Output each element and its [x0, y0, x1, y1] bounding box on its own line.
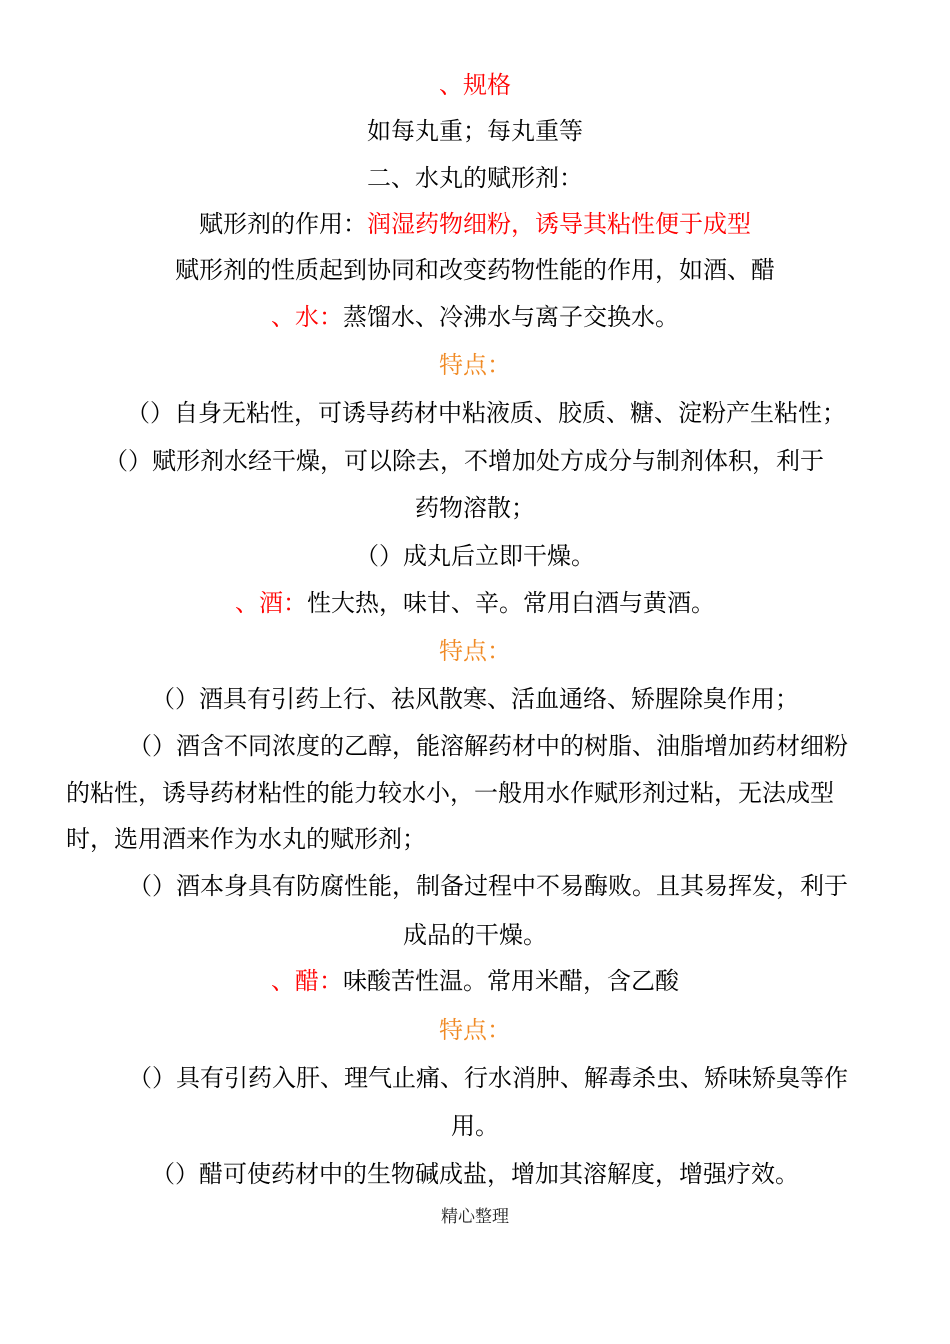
- page-footer: 精心整理: [441, 1207, 509, 1227]
- subheading-wine: [0, 586, 950, 620]
- water-description: 蒸馏水、冷沸水与离子交换水。: [343, 303, 679, 331]
- list-item-continuation: 成品的干燥。: [403, 921, 547, 949]
- list-item: （）酒本身具有防腐性能，制备过程中不易酶败。且其易挥发，利于: [128, 872, 848, 900]
- list-item: （）醋可使药材中的生物碱成盐，增加其溶解度，增强疗效。: [151, 1160, 799, 1188]
- list-item-continuation: 的粘性，诱导药材粘性的能力较水小，一般用水作赋形剂过粘，无法成型: [66, 779, 834, 807]
- wine-description: 性大热，味甘、辛。常用白酒与黄酒。: [307, 589, 715, 617]
- wine-label: 、酒：: [235, 589, 307, 617]
- features-label: 特点：: [439, 351, 511, 379]
- water-label: 、水：: [271, 303, 343, 331]
- subheading-water: [0, 300, 950, 334]
- list-item: （）赋形剂水经干燥，可以除去，不增加处方成分与制剂体积，利于: [104, 447, 824, 475]
- paragraph-text: 赋形剂的性质起到协同和改变药物性能的作用，如酒、醋: [175, 256, 775, 284]
- excipient-function-label: 赋形剂的作用：: [199, 210, 367, 238]
- features-label: 特点：: [439, 637, 511, 665]
- list-item-continuation: 药物溶散；: [415, 494, 535, 522]
- list-item-continuation: 用。: [451, 1112, 499, 1140]
- list-item: （）成丸后立即干燥。: [355, 542, 595, 570]
- excipient-function-highlight: 润湿药物细粉，诱导其粘性便于成型: [367, 210, 751, 238]
- list-item: （）具有引药入肝、理气止痛、行水消肿、解毒杀虫、矫味矫臭等作: [128, 1064, 848, 1092]
- features-label: 特点：: [439, 1016, 511, 1044]
- list-item: （）自身无粘性，可诱导药材中粘液质、胶质、糖、淀粉产生粘性；: [126, 399, 846, 427]
- section-heading-specification: 、规格: [439, 71, 511, 99]
- paragraph-excipient-function: [0, 207, 950, 241]
- vinegar-label: 、醋：: [271, 967, 343, 995]
- paragraph-text: 如每丸重；每丸重等: [367, 117, 583, 145]
- vinegar-description: 味酸苦性温。常用米醋，含乙酸: [343, 967, 679, 995]
- list-item-continuation: 时，选用酒来作为水丸的赋形剂；: [66, 825, 426, 853]
- section-heading-excipient: 二、水丸的赋形剂：: [367, 164, 583, 192]
- list-item: （）酒具有引药上行、祛风散寒、活血通络、矫腥除臭作用；: [151, 685, 799, 713]
- list-item: （）酒含不同浓度的乙醇，能溶解药材中的树脂、油脂增加药材细粉: [128, 732, 848, 760]
- subheading-vinegar: [0, 964, 950, 998]
